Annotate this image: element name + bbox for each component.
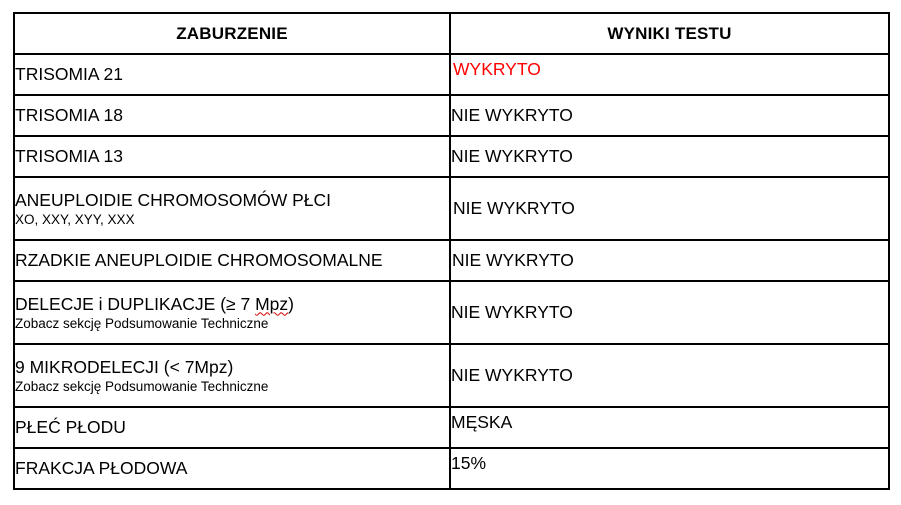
table-row-fetal-fraction xyxy=(14,448,889,489)
result-value: 15% xyxy=(451,453,487,473)
table-row-trisomy-13 xyxy=(14,136,889,177)
disorder-cell xyxy=(14,344,450,407)
result-value: NIE WYKRYTO xyxy=(451,365,573,385)
disorder-name: TRISOMIA 18 xyxy=(15,105,123,125)
result-value: NIE WYKRYTO xyxy=(453,198,575,218)
table-row-sex-chromosome-aneuploidy xyxy=(14,177,889,240)
result-cell xyxy=(450,177,889,240)
disorder-subtext: Zobacz sekcję Podsumowanie Techniczne xyxy=(15,315,269,331)
result-value: NIE WYKRYTO xyxy=(451,302,573,322)
disorder-subtext: XO, XXY, XYY, XXX xyxy=(15,211,135,227)
disorder-cell xyxy=(14,240,450,281)
header-result: WYNIKI TESTU xyxy=(450,13,889,54)
disorder-subtext: Zobacz sekcję Podsumowanie Techniczne xyxy=(15,378,269,394)
result-cell xyxy=(450,448,889,489)
result-cell xyxy=(450,136,889,177)
disorder-name: RZADKIE ANEUPLOIDIE CHROMOSOMALNE xyxy=(15,250,383,270)
disorder-cell xyxy=(14,448,450,489)
table-row-fetal-sex xyxy=(14,407,889,448)
table-row-trisomy-21 xyxy=(14,54,889,95)
disorder-name-part: DELECJE i DUPLIKACJE (≥ 7 xyxy=(15,293,256,314)
table-row-deletions-duplications xyxy=(14,281,889,344)
disorder-cell xyxy=(14,136,450,177)
disorder-name: TRISOMIA 21 xyxy=(15,64,123,84)
disorder-cell xyxy=(14,177,450,240)
header-disorder: ZABURZENIE xyxy=(14,13,450,54)
results-table xyxy=(13,12,890,490)
disorder-name: PŁEĆ PŁODU xyxy=(15,417,126,437)
disorder-name: 9 MIKRODELECJI (< 7Mpz) xyxy=(15,356,234,377)
result-cell xyxy=(450,54,889,95)
disorder-cell xyxy=(14,95,450,136)
disorder-name xyxy=(15,294,449,315)
result-value: MĘSKA xyxy=(451,412,513,432)
result-cell xyxy=(450,95,889,136)
result-cell xyxy=(450,344,889,407)
result-value: NIE WYKRYTO xyxy=(451,105,573,125)
table-row-rare-aneuploidy xyxy=(14,240,889,281)
result-cell xyxy=(450,240,889,281)
disorder-cell xyxy=(14,54,450,95)
spellcheck-underlined-word: Mpz xyxy=(255,293,289,314)
header-row xyxy=(14,13,889,54)
disorder-name: ANEUPLOIDIE CHROMOSOMÓW PŁCI xyxy=(15,189,332,210)
result-cell xyxy=(450,407,889,448)
disorder-name: FRAKCJA PŁODOWA xyxy=(15,458,188,478)
disorder-cell xyxy=(14,407,450,448)
disorder-cell xyxy=(14,281,450,344)
result-cell xyxy=(450,281,889,344)
result-value: NIE WYKRYTO xyxy=(451,146,573,166)
result-value: NIE WYKRYTO xyxy=(452,250,574,270)
table-row-trisomy-18 xyxy=(14,95,889,136)
disorder-name: TRISOMIA 13 xyxy=(15,146,123,166)
disorder-name-part: ) xyxy=(288,293,294,314)
table-row-microdeletions xyxy=(14,344,889,407)
result-value-detected: WYKRYTO xyxy=(453,59,541,79)
